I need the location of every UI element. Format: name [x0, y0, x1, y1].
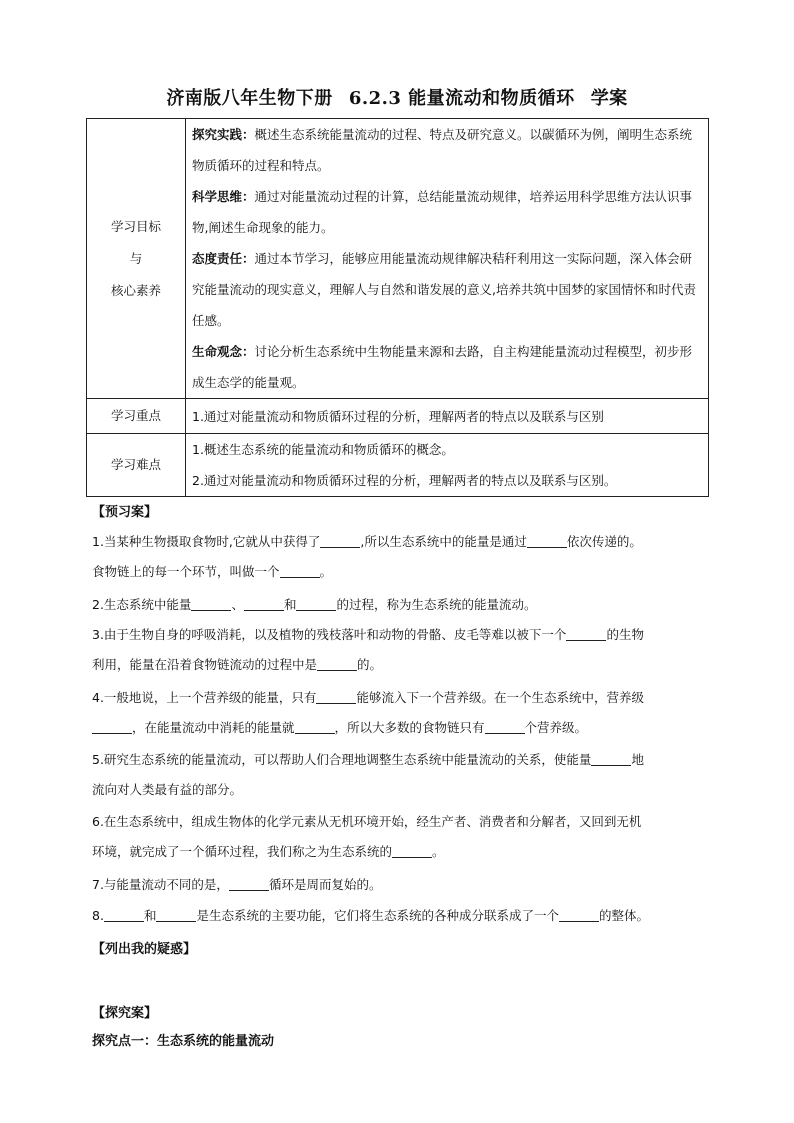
key-points-row	[87, 399, 709, 434]
difficulty-item: 1.概述生态系统的能量流动和物质循环的概念。	[192, 442, 454, 457]
difficulty-content	[186, 434, 709, 497]
answer-blank[interactable]	[392, 843, 432, 858]
title-section: 6.2.3 能量流动和物质循环	[348, 88, 575, 109]
question-7: 7.与能量流动不同的是， 循环是周而复始的。	[92, 877, 382, 892]
answer-blank[interactable]	[92, 719, 132, 734]
question-8: 8. 和 是生态系统的主要功能，它们将生态系统的各种成分联系成了一个 的整体。	[92, 908, 649, 923]
goals-label: 学习目标 与 核心素养	[87, 119, 186, 399]
learning-goals-table	[86, 118, 709, 497]
answer-blank[interactable]	[280, 563, 320, 578]
goal-item: 探究实践：概述生态系统能量流动的过程、特点及研究意义。以碳循环为例，阐明生态系统物质循环的过程和特点。	[192, 127, 693, 173]
answer-blank[interactable]	[485, 719, 525, 734]
question-3: 3.由于生物自身的呼吸消耗，以及植物的残枝落叶和动物的骨骼、皮毛等难以被下一个 的生物 利用，能量在沿着食物链流动的过程中是 的。	[92, 627, 644, 672]
answer-blank[interactable]	[191, 596, 231, 611]
goals-row	[87, 119, 709, 399]
difficulty-item: 2.通过对能量流动和物质循环过程的分析，理解两者的特点以及联系与区别。	[192, 473, 617, 488]
goal-item: 生命观念：讨论分析生态系统中生物能量来源和去路，自主构建能量流动过程模型，初步形成生态学的能量观。	[192, 344, 693, 390]
answer-blank[interactable]	[591, 751, 631, 766]
answer-blank[interactable]	[527, 533, 567, 548]
answer-blank[interactable]	[244, 596, 284, 611]
answer-blank[interactable]	[156, 907, 196, 922]
goal-item: 态度责任：通过本节学习，能够应用能量流动规律解决秸秆利用这一实际问题，深入体会研究能量流动的现实意义，理解人与自然和谐发展的意义,培养共筑中国梦的家国情怀和时代责任感。	[192, 251, 696, 328]
difficulty-label: 学习难点	[87, 434, 186, 497]
key-points-text: 1.通过对能量流动和物质循环过程的分析，理解两者的特点以及联系与区别	[186, 399, 709, 434]
question-2: 2.生态系统中能量 、 和 的过程，称为生态系统的能量流动。	[92, 597, 537, 612]
difficulty-row	[87, 434, 709, 497]
explore-header: 【探究案】	[92, 1006, 158, 1021]
question-4: 4.一般地说，上一个营养级的能量，只有 能够流入下一个营养级。在一个生态系统中，营养级 ，在能量流动中消耗的能量就 ，所以大多数的食物链只有 个营养级。	[92, 690, 644, 735]
answer-blank[interactable]	[559, 907, 599, 922]
answer-blank[interactable]	[317, 656, 357, 671]
answer-blank[interactable]	[566, 626, 606, 641]
key-points-label: 学习重点	[87, 399, 186, 434]
answer-blank[interactable]	[104, 907, 144, 922]
answer-blank[interactable]	[229, 876, 269, 891]
question-1: 1.当某种生物摄取食物时,它就从中获得了 ,所以生态系统中的能量是通过 依次传递的。 食物链上的每一个环节，叫做一个 。	[92, 534, 642, 579]
question-5: 5.研究生态系统的能量流动，可以帮助人们合理地调整生态系统中能量流动的关系，使能量 地 流向对人类最有益的部分。	[92, 752, 644, 797]
answer-blank[interactable]	[316, 689, 356, 704]
page-title	[0, 84, 794, 110]
title-type: 学案	[590, 88, 628, 109]
answer-blank[interactable]	[295, 719, 335, 734]
title-book: 济南版八年生物下册	[166, 88, 333, 109]
goals-content	[186, 119, 709, 399]
explore-point-1: 探究点一：生态系统的能量流动	[92, 1034, 275, 1049]
goal-item: 科学思维：通过对能量流动过程的计算，总结能量流动规律，培养运用科学思维方法认识事物,阐述生命现象的能力。	[192, 189, 693, 235]
answer-blank[interactable]	[296, 596, 336, 611]
preview-header: 【预习案】	[92, 505, 158, 520]
question-6: 6.在生态系统中，组成生物体的化学元素从无机环境开始，经生产者、消费者和分解者，又回到无机 环境，就完成了一个循环过程，我们称之为生态系统的 。	[92, 814, 642, 859]
answer-blank[interactable]	[320, 533, 360, 548]
doubts-header: 【列出我的疑惑】	[92, 942, 197, 957]
